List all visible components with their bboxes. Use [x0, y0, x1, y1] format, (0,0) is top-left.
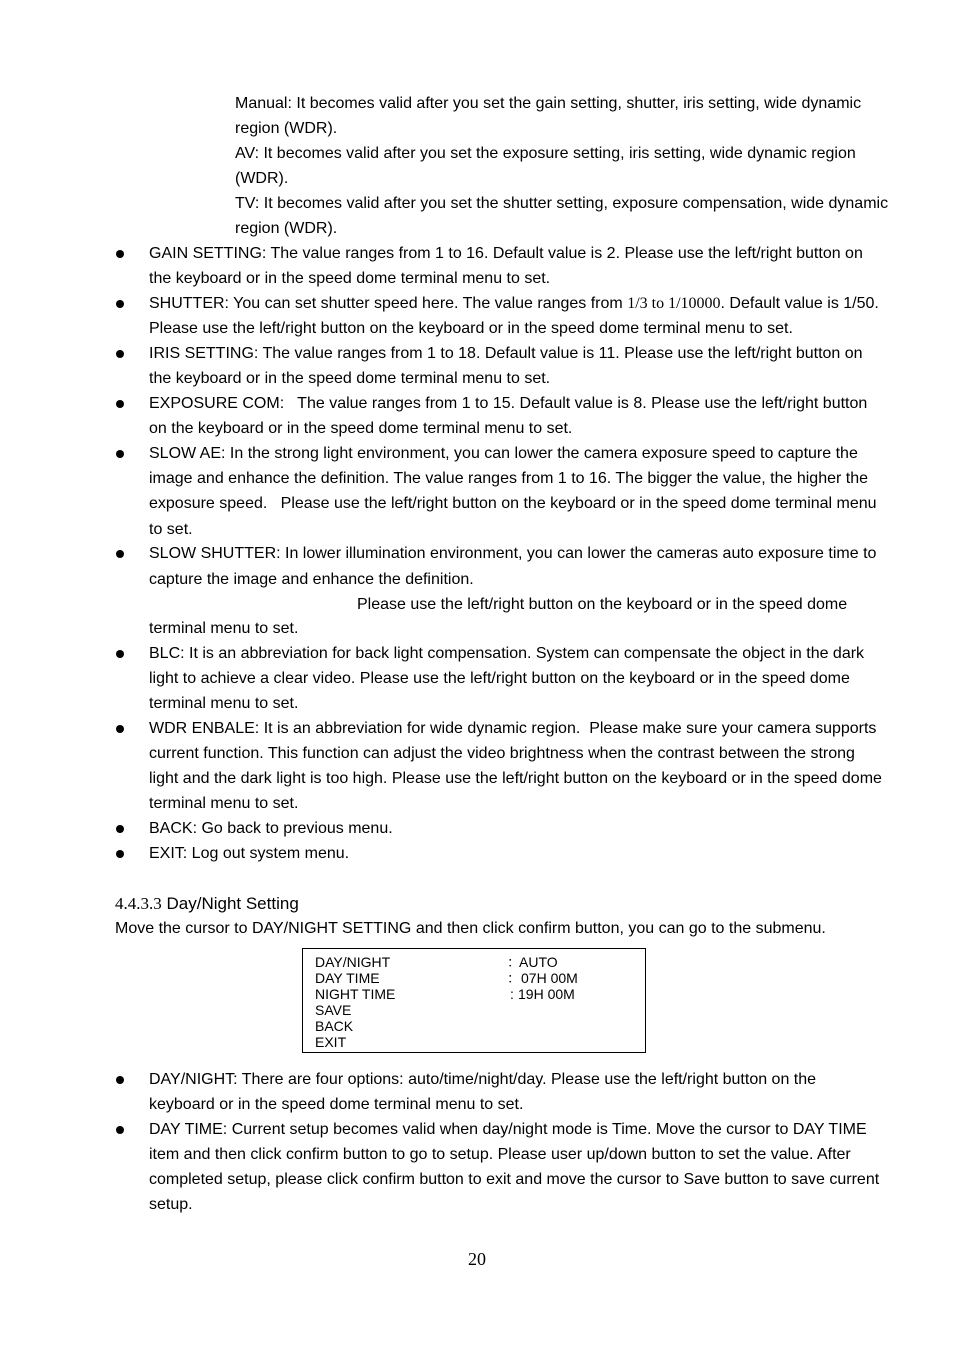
- bullet-text: on the keyboard or in the speed dome terminal menu to set.: [149, 420, 573, 437]
- bullet-dot: [116, 725, 124, 733]
- menu-value-day-time: 07H 00M: [521, 970, 578, 986]
- menu-label-back: BACK: [315, 1018, 354, 1034]
- bullet-text: DAY/NIGHT: There are four options: auto/time/night/day. Please use the left/right button on the: [149, 1071, 817, 1088]
- bullet-text: terminal menu to set.: [149, 695, 299, 712]
- section-intro: Move the cursor to DAY/NIGHT SETTING and then click confirm button, you can go to the submenu.: [115, 920, 826, 937]
- bullet-text: [149, 294, 879, 314]
- bullet-text: DAY TIME: Current setup becomes valid when day/night mode is Time. Move the cursor to DAY TIME: [149, 1121, 867, 1138]
- menu-label-exit: EXIT: [315, 1034, 347, 1050]
- bullet-text: Please use the left/right button on the keyboard or in the speed dome terminal menu to set.: [149, 320, 793, 337]
- bullet-text: the keyboard or in the speed dome terminal menu to set.: [149, 270, 551, 287]
- bullet-dot: [116, 550, 124, 558]
- bullet-text: exposure speed. Please use the left/right button on the keyboard or in the speed dome terminal menu: [149, 495, 877, 512]
- bullet-dot: [116, 300, 124, 308]
- bullet-dot: [116, 400, 124, 408]
- bullet-dot: [116, 1126, 124, 1134]
- intro-line: TV: It becomes valid after you set the shutter setting, exposure compensation, wide dynamic: [235, 195, 889, 212]
- menu-value-night-time: 19H 00M: [518, 986, 575, 1002]
- menu-value-day-night: AUTO: [519, 954, 558, 970]
- menu-label-day-night: DAY/NIGHT: [315, 954, 391, 970]
- bullet-text: to set.: [149, 521, 193, 538]
- bullet-text: light to achieve a clear video. Please use the left/right button on the keyboard or in the speed dome: [149, 670, 850, 687]
- bullet-text: item and then click confirm button to go to setup. Please user up/down button to set the value. After: [149, 1146, 851, 1163]
- bullet-text: capture the image and enhance the definition.: [149, 571, 474, 588]
- bullet-text: light and the dark light is too high. Please use the left/right button on the keyboard or in the speed dome: [149, 770, 882, 787]
- bullet-text: the keyboard or in the speed dome terminal menu to set.: [149, 370, 551, 387]
- bullet-text: completed setup, please click confirm button to exit and move the cursor to Save button to save current: [149, 1171, 880, 1188]
- menu-separator: ：: [507, 954, 521, 970]
- bullet-dot: [116, 650, 124, 658]
- bullet-dot: [116, 250, 124, 258]
- page-number: 20: [468, 1249, 486, 1269]
- bullet-dot: [116, 850, 124, 858]
- bullet-text: EXIT: Log out system menu.: [149, 845, 350, 862]
- shutter-text: SHUTTER: You can set shutter speed here. The value ranges from: [149, 295, 628, 312]
- menu-label-save: SAVE: [315, 1002, 352, 1018]
- bullet-text: current function. This function can adjust the video brightness when the contrast between the strong: [149, 745, 855, 762]
- intro-line: region (WDR).: [235, 120, 338, 137]
- bullet-text: keyboard or in the speed dome terminal menu to set.: [149, 1096, 524, 1113]
- bullet-text: IRIS SETTING: The value ranges from 1 to 18. Default value is 11. Please use the left/right button on: [149, 345, 863, 362]
- bullet-dot: [116, 350, 124, 358]
- bullet-dot: [116, 1076, 124, 1084]
- menu-label-day-time: DAY TIME: [315, 970, 380, 986]
- bullet-text: terminal menu to set.: [149, 620, 299, 637]
- intro-line: Manual: It becomes valid after you set the gain setting, shutter, iris setting, wide dynamic: [235, 95, 862, 112]
- bullet-dot: [116, 450, 124, 458]
- bullet-text: SLOW AE: In the strong light environment, you can lower the camera exposure speed to capture the: [149, 445, 858, 462]
- bullet-text: terminal menu to set.: [149, 795, 299, 812]
- shutter-default: . Default value is 1/50.: [720, 295, 879, 312]
- intro-line: (WDR).: [235, 170, 289, 187]
- bullet-text: setup.: [149, 1196, 193, 1213]
- intro-line: AV: It becomes valid after you set the exposure setting, iris setting, wide dynamic region: [235, 145, 856, 162]
- bullet-text: EXPOSURE COM: The value ranges from 1 to 15. Default value is 8. Please use the left/right button: [149, 395, 868, 412]
- bullet-text: Please use the left/right button on the keyboard or in the speed dome: [357, 596, 848, 613]
- bullet-text: BLC: It is an abbreviation for back light compensation. System can compensate the object in the dark: [149, 645, 865, 662]
- section-heading: [115, 894, 299, 914]
- bullet-text: GAIN SETTING: The value ranges from 1 to 16. Default value is 2. Please use the left/right button on: [149, 245, 863, 262]
- menu-separator: ：: [507, 970, 521, 986]
- intro-line: region (WDR).: [235, 220, 338, 237]
- menu-separator: :: [510, 986, 514, 1002]
- bullet-text: image and enhance the definition. The value ranges from 1 to 16. The bigger the value, the higher the: [149, 470, 869, 487]
- day-night-menu: [302, 948, 646, 1053]
- bullet-text: BACK: Go back to previous menu.: [149, 820, 393, 837]
- bullet-text: SLOW SHUTTER: In lower illumination environment, you can lower the cameras auto exposure time to: [149, 545, 877, 562]
- section-title: Day/Night Setting: [166, 894, 299, 913]
- bullet-dot: [116, 825, 124, 833]
- bullet-text: WDR ENBALE: It is an abbreviation for wide dynamic region. Please make sure your camera supports: [149, 720, 877, 737]
- shutter-range: 1/3 to 1/10000: [627, 295, 721, 312]
- menu-label-night-time: NIGHT TIME: [315, 986, 396, 1002]
- section-number: 4.4.3.3: [115, 894, 162, 913]
